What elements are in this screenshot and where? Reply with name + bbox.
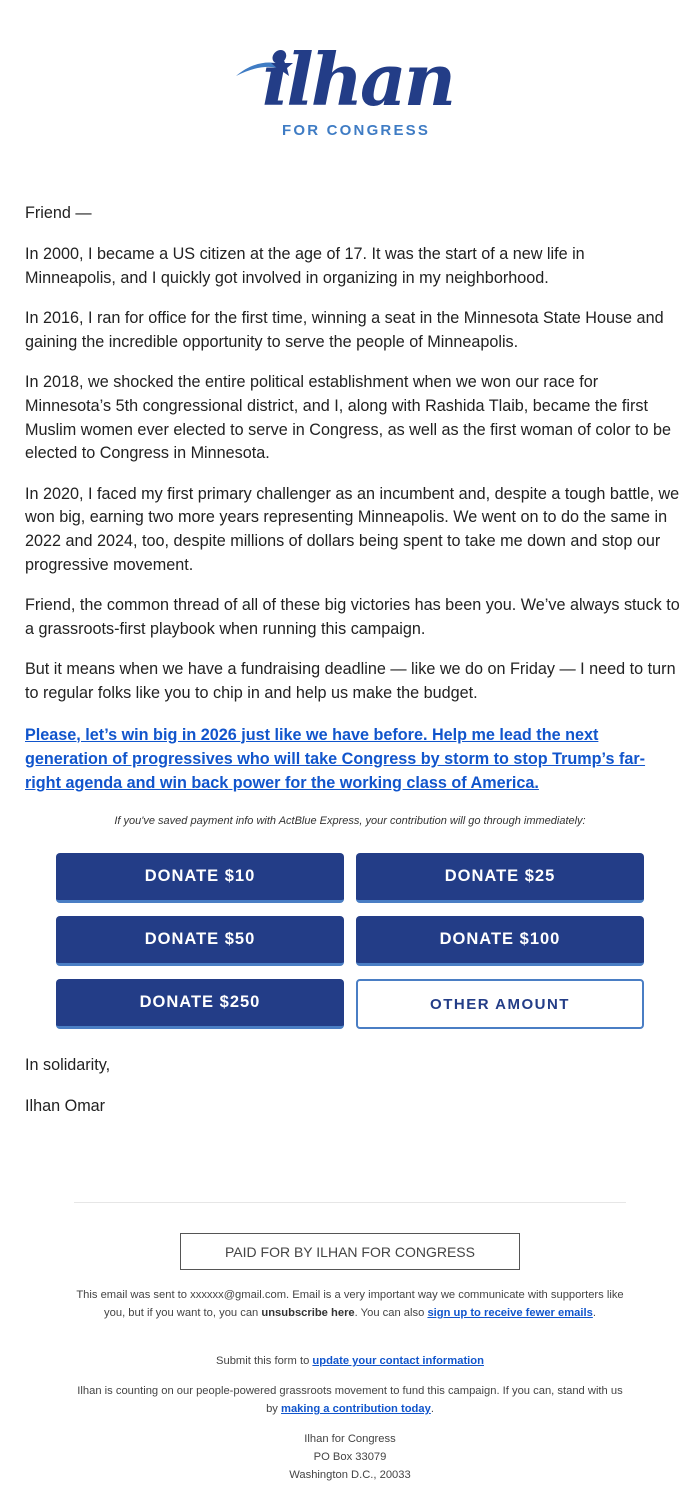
paragraph: But it means when we have a fundraising deadline — like we do on Friday — I need to turn to regular folks like you to chip in and help us make the budget. xyxy=(25,660,676,703)
donate-10-button[interactable]: DONATE $10 xyxy=(56,853,344,903)
footer-form-prefix: Submit this form to xyxy=(216,1355,313,1367)
footer-divider xyxy=(74,1202,626,1203)
paid-for-box: PAID FOR BY ILHAN FOR CONGRESS xyxy=(180,1233,520,1270)
unsubscribe-link[interactable]: unsubscribe here xyxy=(261,1307,355,1319)
signature-name: Ilhan Omar xyxy=(25,1097,106,1115)
footer-sent-suffix: . xyxy=(592,1307,596,1319)
paragraph: In 2018, we shocked the entire political establishment when we won our race for Minnesota’s 5th congressional district, and I, along with Rashida Tlaib, became the first Muslim women ever elected to serve in Congress, as well as the first woman of color to be elected to Congress in Minnesota. xyxy=(25,372,671,463)
closing: In solidarity, xyxy=(25,1056,111,1074)
footer-sent-text xyxy=(70,1286,630,1322)
contribution-link[interactable]: making a contribution today xyxy=(281,1403,431,1415)
paragraph: In 2020, I faced my first primary challenger as an incumbent and, despite a tough battle, we won big, earning two more years representing Minneapolis. We went on to do the same in 2022 and 2024, too, despite millions of dollars being spent to take me down and stop our progressive movement. xyxy=(25,484,680,575)
other-amount-button[interactable]: OTHER AMOUNT xyxy=(356,979,644,1029)
footer-address xyxy=(70,1430,630,1484)
campaign-logo[interactable] xyxy=(236,37,468,144)
footer-sent-prefix: This email was sent to xxxxxx@gmail.com. Email is a very important way we communicate with supporters like you, but if you want to, you can xyxy=(76,1289,624,1319)
donate-250-button[interactable]: DONATE $250 xyxy=(56,979,344,1029)
paragraph: Friend, the common thread of all of these big victories has been you. We’ve always stuck to a grassroots-first playbook when running this campaign. xyxy=(25,596,680,639)
address-line: PO Box 33079 xyxy=(313,1451,387,1463)
paragraph: In 2000, I became a US citizen at the age of 17. It was the start of a new life in Minneapolis, and I quickly got involved in organizing in my neighborhood. xyxy=(25,244,585,287)
cta-link[interactable]: Please, let’s win big in 2026 just like we have before. Help me lead the next generation of progressives who will take Congress by storm to stop Trump’s far-right agenda and win back power for the working class of America. xyxy=(25,725,646,792)
fewer-emails-link[interactable]: sign up to receive fewer emails xyxy=(427,1307,593,1319)
footer-counting-prefix: Ilhan is counting on our people-powered grassroots movement to fund this campaign. If you can, stand with us by xyxy=(77,1385,623,1415)
footer-form-text xyxy=(70,1352,630,1370)
address-line: Ilhan for Congress xyxy=(304,1433,396,1445)
logo-wordmark: ilhan xyxy=(262,37,454,122)
footer-sent-middle: . You can also xyxy=(354,1307,428,1319)
email-body xyxy=(25,202,680,795)
footer-counting-text xyxy=(70,1382,630,1418)
paragraph: In 2016, I ran for office for the first time, winning a seat in the Minnesota State House and gaining the incredible opportunity to serve the people of Minneapolis. xyxy=(25,308,664,351)
donate-50-button[interactable]: DONATE $50 xyxy=(56,916,344,966)
greeting: Friend — xyxy=(25,204,92,222)
logo-subtitle: FOR CONGRESS xyxy=(282,122,431,139)
footer-counting-suffix: . xyxy=(430,1403,434,1415)
donate-100-button[interactable]: DONATE $100 xyxy=(356,916,644,966)
address-line: Washington D.C., 20033 xyxy=(289,1469,411,1481)
actblue-note: If you've saved payment info with ActBlue Express, your contribution will go through immediately: xyxy=(114,815,586,827)
update-contact-link[interactable]: update your contact information xyxy=(312,1355,484,1367)
donate-25-button[interactable]: DONATE $25 xyxy=(356,853,644,903)
